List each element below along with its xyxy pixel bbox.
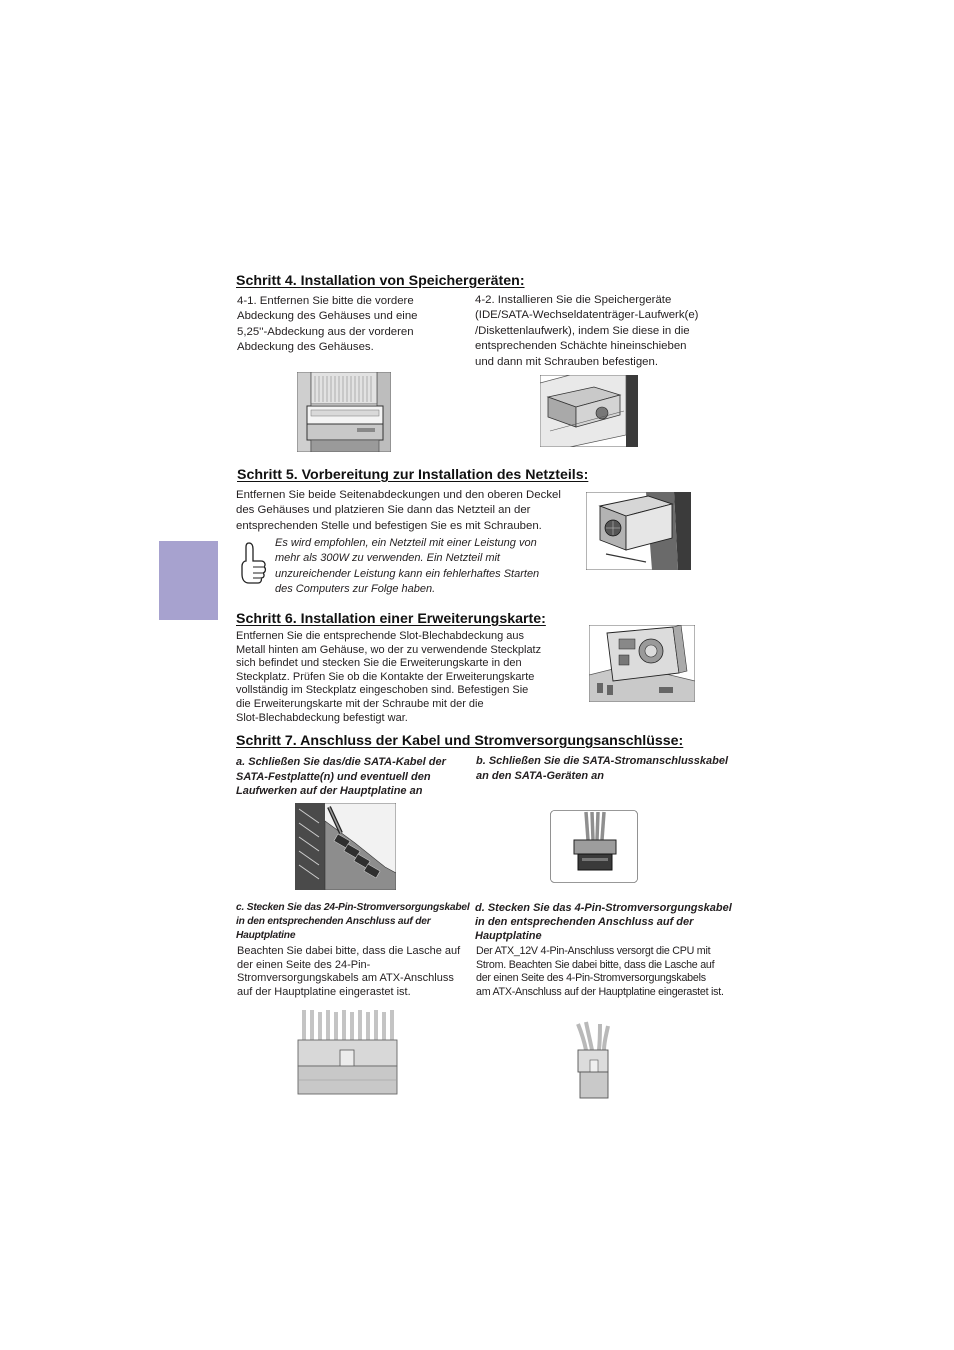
step6-heading: Schritt 6. Installation einer Erweiterungskarte:	[236, 611, 546, 627]
step7b-label: b. Schließen Sie die SATA-Stromanschlusskabel an den SATA-Geräten an	[476, 755, 729, 782]
step5-text: Entfernen Sie beide Seitenabdeckungen und den oberen Deckel des Gehäuses und platzieren Sie dann das Netzteil an der entsprechenden Stelle und befestigen Sie es mit Schrauben.	[236, 489, 561, 532]
chapter-side-tab	[159, 541, 218, 620]
step4-left-text: 4-1. Entfernen Sie bitte die vordere Abdeckung des Gehäuses und eine 5,25''-Abdeckung aus der vorderen Abdeckung des Gehäuses.	[237, 295, 418, 354]
step5-heading: Schritt 5. Vorbereitung zur Installation des Netzteils:	[237, 467, 589, 483]
step7c-label: c. Stecken Sie das 24-Pin-Stromversorgungskabel in den entsprechenden Anschluss auf der Hauptplatine	[236, 902, 470, 941]
step4-right-text: 4-2. Installieren Sie die Speichergeräte (IDE/SATA-Wechseldatenträger-Laufwerk(e) /Diskettenlaufwerk), indem Sie diese in die entsprechenden Schächte hineinschieben und dann mit Schrauben befestigen.	[475, 294, 699, 368]
step7c-text: Beachten Sie dabei bitte, dass die Lasche auf der einen Seite des 24-Pin- Stromversorgungskabels am ATX-Anschluss auf der Hauptplatine eingerastet ist.	[237, 945, 461, 998]
step7d-label: d. Stecken Sie das 4-Pin-Stromversorgungskabel in den entsprechenden Anschluss auf der Hauptplatine	[475, 902, 732, 942]
sata-cable-illustration	[295, 803, 396, 890]
drive-bay-illustration	[297, 372, 391, 452]
atx-12v-4pin-connector-illustration	[566, 1020, 621, 1102]
step7-heading: Schritt 7. Anschluss der Kabel und Stromversorgungsanschlüsse:	[236, 733, 684, 749]
step4-heading: Schritt 4. Installation von Speichergeräten:	[236, 273, 525, 289]
step7a-label: a. Schließen Sie das/die SATA-Kabel der SATA-Festplatte(n) und eventuell den Laufwerken auf der Hauptplatine an	[236, 756, 446, 797]
expansion-card-illustration	[589, 625, 695, 702]
power-supply-illustration	[586, 492, 691, 570]
storage-install-illustration	[540, 375, 638, 447]
step6-text: Entfernen Sie die entsprechende Slot-Blechabdeckung aus Metall hinten am Gehäuse, wo der zu verwendende Steckplatz sich befindet und stecken Sie die Erweiterungskarte in den Steckplatz. Prüfen Sie ob die Kontakte der Erweiterungskarte vollständig im Steckplatz eingeschoben sind. Befestigen Sie die Erweiterungskarte mit der Schraube mit der die Slot-Blechabdeckung befestigt war.	[236, 630, 542, 724]
pointing-hand-icon	[239, 541, 271, 585]
atx-24pin-connector-illustration	[296, 1010, 399, 1096]
sata-power-connector-illustration	[550, 810, 638, 883]
step5-note: Es wird empfohlen, ein Netzteil mit einer Leistung von mehr als 300W zu verwenden. Ein Netzteil mit unzureichender Leistung kann ein fehlerhaftes Starten des Computers zur Folge haben.	[275, 537, 540, 595]
step7d-text: Der ATX_12V 4-Pin-Anschluss versorgt die CPU mit Strom. Beachten Sie dabei bitte, dass die Lasche auf der einen Seite des 4-Pin-Stromversorgungskabels am ATX-Anschluss auf der Hauptplatine eingerastet ist.	[476, 945, 724, 998]
